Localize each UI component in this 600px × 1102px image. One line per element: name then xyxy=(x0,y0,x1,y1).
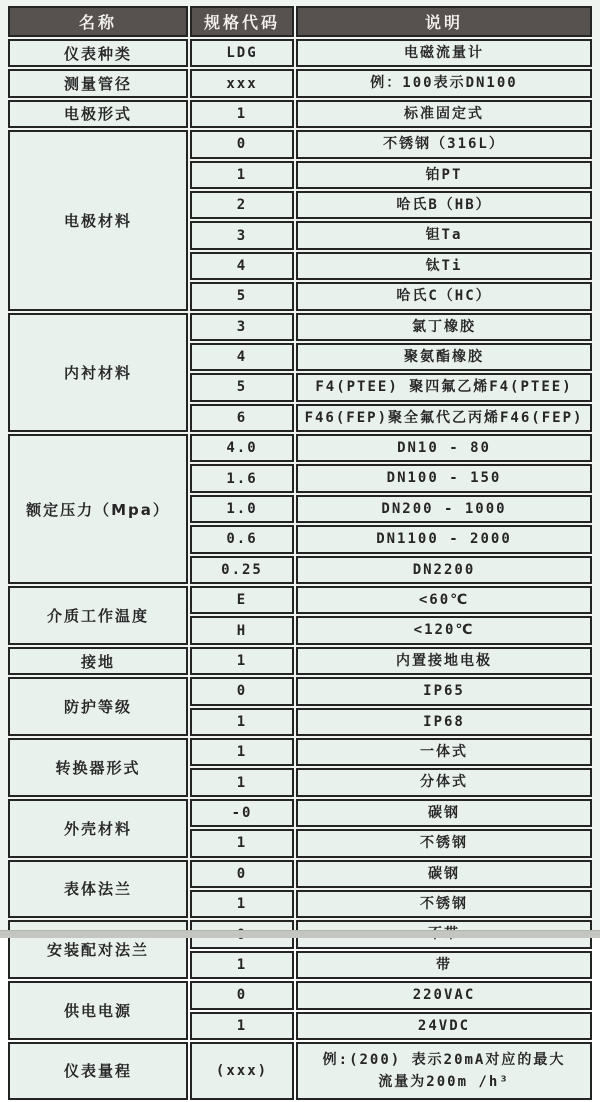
spec-desc-cell: 电磁流量计 xyxy=(296,39,592,67)
spec-code-cell: 0 xyxy=(190,860,294,888)
spec-code-cell: 6 xyxy=(190,404,294,432)
scan-edge-shadow xyxy=(0,930,600,938)
spec-code-cell: LDG xyxy=(190,39,294,67)
spec-desc-cell: 一体式 xyxy=(296,738,592,766)
table-row xyxy=(8,39,592,67)
spec-desc-cell: IP65 xyxy=(296,677,592,705)
spec-desc-cell: 不锈钢 xyxy=(296,890,592,918)
spec-code-cell: 1 xyxy=(190,1012,294,1040)
spec-desc-cell: 带 xyxy=(296,951,592,979)
table-row xyxy=(8,130,592,158)
spec-desc-cell: <120℃ xyxy=(296,616,592,644)
row-group-name: 电极形式 xyxy=(8,100,188,128)
spec-code-cell: 1.6 xyxy=(190,464,294,492)
spec-code-cell: 1 xyxy=(190,708,294,736)
spec-desc-cell: 不锈钢 xyxy=(296,829,592,857)
table-row xyxy=(8,677,592,705)
spec-code-cell: 2 xyxy=(190,191,294,219)
spec-code-cell: 1 xyxy=(190,890,294,918)
table-row xyxy=(8,434,592,462)
row-group-name: 介质工作温度 xyxy=(8,586,188,645)
spec-desc-cell: DN100 - 150 xyxy=(296,464,592,492)
table-row xyxy=(8,69,592,97)
spec-desc-cell: 钛Ti xyxy=(296,252,592,280)
table-row xyxy=(8,738,592,766)
row-group-name: 接地 xyxy=(8,647,188,675)
row-group-name: 内衬材料 xyxy=(8,313,188,433)
spec-code-cell: xxx xyxy=(190,69,294,97)
spec-code-cell: 3 xyxy=(190,313,294,341)
spec-desc-cell: 氯丁橡胶 xyxy=(296,313,592,341)
row-group-name: 转换器形式 xyxy=(8,738,188,797)
col-header-code: 规格代码 xyxy=(190,6,294,37)
spec-code-cell: 1 xyxy=(190,829,294,857)
spec-desc-cell: 不锈钢（316L） xyxy=(296,130,592,158)
row-group-name: 供电电源 xyxy=(8,981,188,1040)
spec-code-cell: 0 xyxy=(190,130,294,158)
spec-desc-cell: F4(PTEE) 聚四氟乙烯F4(PTEE) xyxy=(296,373,592,401)
spec-desc-cell: 哈氏C（HC） xyxy=(296,282,592,310)
col-header-name: 名称 xyxy=(8,6,188,37)
table-row xyxy=(8,1042,592,1100)
spec-code-cell: 0 xyxy=(190,981,294,1009)
table-row xyxy=(8,981,592,1009)
row-group-name: 仪表种类 xyxy=(8,39,188,67)
spec-code-cell: -0 xyxy=(190,799,294,827)
spec-desc-cell: 分体式 xyxy=(296,768,592,796)
spec-code-cell: 1 xyxy=(190,647,294,675)
spec-code-cell: 5 xyxy=(190,282,294,310)
spec-desc-cell: DN1100 - 2000 xyxy=(296,525,592,553)
spec-code-cell: 4 xyxy=(190,252,294,280)
spec-desc-cell: 例：100表示DN100 xyxy=(296,69,592,97)
spec-desc-cell: 钽Ta xyxy=(296,221,592,249)
table-row xyxy=(8,586,592,614)
spec-desc-cell: 220VAC xyxy=(296,981,592,1009)
spec-desc-cell: 内置接地电极 xyxy=(296,647,592,675)
spec-code-cell: 1 xyxy=(190,768,294,796)
table-body xyxy=(8,39,592,1100)
spec-desc-cell: F46(FEP)聚全氟代乙丙烯F46(FEP) xyxy=(296,404,592,432)
spec-desc-cell: DN10 - 80 xyxy=(296,434,592,462)
spec-desc-cell: IP68 xyxy=(296,708,592,736)
row-group-name: 表体法兰 xyxy=(8,860,188,919)
spec-code-cell: 1 xyxy=(190,738,294,766)
spec-desc-cell: 聚氨酯橡胶 xyxy=(296,343,592,371)
spec-desc-cell: 碳钢 xyxy=(296,799,592,827)
row-group-name: 防护等级 xyxy=(8,677,188,736)
spec-code-cell: (xxx) xyxy=(190,1042,294,1100)
table-row xyxy=(8,100,592,128)
spec-desc-cell: <60℃ xyxy=(296,586,592,614)
spec-code-cell: 1.0 xyxy=(190,495,294,523)
table-row xyxy=(8,313,592,341)
table-row xyxy=(8,647,592,675)
row-group-name: 测量管径 xyxy=(8,69,188,97)
col-header-desc: 说明 xyxy=(296,6,592,37)
spec-desc-cell: 碳钢 xyxy=(296,860,592,888)
row-group-name: 外壳材料 xyxy=(8,799,188,858)
header-row xyxy=(8,6,592,37)
spec-desc-cell: DN200 - 1000 xyxy=(296,495,592,523)
spec-desc-cell: 例:(200) 表示20mA对应的最大 流量为200m /h³ xyxy=(296,1042,592,1100)
spec-code-cell: 1 xyxy=(190,951,294,979)
spec-code-cell: 0.6 xyxy=(190,525,294,553)
spec-desc-cell: 哈氏B（HB） xyxy=(296,191,592,219)
spec-code-cell: 4 xyxy=(190,343,294,371)
row-group-name: 额定压力（Mpa） xyxy=(8,434,188,584)
spec-desc-cell: 标准固定式 xyxy=(296,100,592,128)
row-group-name: 电极材料 xyxy=(8,130,188,310)
spec-code-cell: E xyxy=(190,586,294,614)
table-row xyxy=(8,799,592,827)
row-group-name: 安装配对法兰 xyxy=(8,920,188,979)
row-group-name: 仪表量程 xyxy=(8,1042,188,1100)
spec-code-cell: 0 xyxy=(190,677,294,705)
spec-code-cell: 3 xyxy=(190,221,294,249)
spec-code-cell: 1 xyxy=(190,100,294,128)
spec-code-cell: 0.25 xyxy=(190,556,294,584)
spec-code-cell: 1 xyxy=(190,161,294,189)
spec-desc-cell: DN2200 xyxy=(296,556,592,584)
spec-desc-cell: 24VDC xyxy=(296,1012,592,1040)
spec-desc-cell: 铂PT xyxy=(296,161,592,189)
table-row xyxy=(8,860,592,888)
spec-code-cell: 5 xyxy=(190,373,294,401)
spec-code-cell: H xyxy=(190,616,294,644)
spec-code-cell: 4.0 xyxy=(190,434,294,462)
